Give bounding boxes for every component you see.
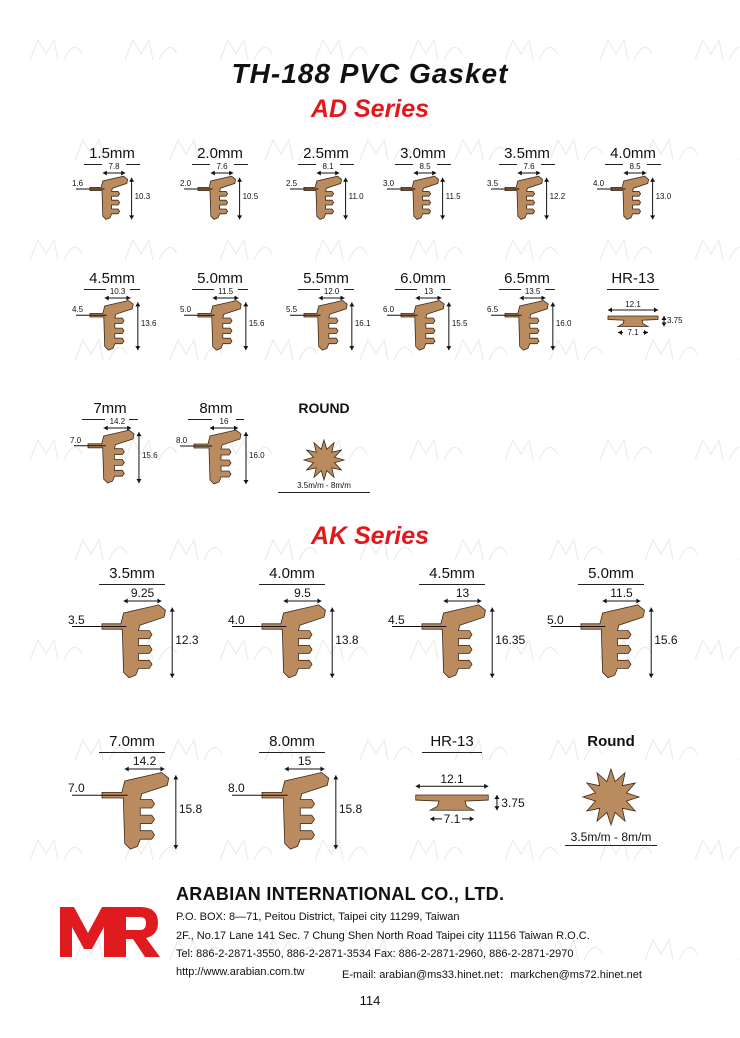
height-dimension-head <box>244 480 249 484</box>
gasket-shape <box>194 430 241 484</box>
gasket-drawing <box>232 591 352 691</box>
thickness-value: 4.5 <box>72 305 84 315</box>
hr13-height-dimension-head <box>494 795 499 799</box>
height-dimension-head <box>446 302 451 306</box>
bottom-width-value: 7.1 <box>623 329 643 337</box>
width-dimension-head <box>624 171 628 176</box>
height-dimension-head <box>129 178 134 182</box>
width-dimension-head <box>477 599 481 604</box>
height-value: 15.6 <box>654 633 678 647</box>
gasket-shape <box>262 605 326 678</box>
thickness-value: 4.0 <box>228 612 245 627</box>
width-value: 15 <box>293 755 317 767</box>
gasket-shape <box>90 176 128 219</box>
thickness-value: 6.0 <box>383 305 395 315</box>
width-value: 9.5 <box>291 587 315 599</box>
height-value: 13.6 <box>140 319 157 329</box>
profile-size-label: 4.5mm <box>89 270 135 287</box>
gasket-drawing <box>573 167 693 267</box>
height-value: 16.0 <box>555 319 572 329</box>
width-dimension-head <box>320 767 324 772</box>
height-dimension-head <box>244 432 249 436</box>
height-value: 15.8 <box>338 802 363 817</box>
height-dimension-head <box>170 608 175 612</box>
gasket-drawing <box>160 292 280 392</box>
profile-size-label: 6.5mm <box>504 270 550 287</box>
profile-size-label: 2.5mm <box>303 145 349 162</box>
thickness-value: 2.5 <box>286 179 298 188</box>
profile-size-label: 7mm <box>93 400 127 417</box>
address-line-1: P.O. BOX: 8—71, Peitou District, Taipei city 11299, Taiwan <box>176 911 460 923</box>
thickness-value: 1.6 <box>72 179 84 188</box>
thickness-value: 3.5 <box>68 612 85 627</box>
height-dimension-head <box>330 608 335 612</box>
round-range: 3.5m/m - 8m/m <box>570 830 652 844</box>
profile-size-label: 2.0mm <box>197 145 243 162</box>
height-dimension-head <box>170 674 175 678</box>
height-dimension-head <box>349 346 354 350</box>
width-dimension-head <box>317 171 321 176</box>
gasket-shape <box>505 301 548 351</box>
round-range: 3.5m/m - 8m/m <box>297 481 351 490</box>
width-dimension-head <box>416 296 420 301</box>
label-underline <box>607 289 659 290</box>
height-value: 16.1 <box>354 319 371 329</box>
width-dimension-head <box>285 767 289 772</box>
width-dimension-head <box>437 296 441 301</box>
hr13-height-dimension-head <box>662 316 667 320</box>
width-dimension-head <box>211 171 215 176</box>
width-dimension-head <box>636 599 640 604</box>
height-dimension-head <box>243 346 248 350</box>
height-value: 16.35 <box>495 633 526 647</box>
width-value: 14.2 <box>132 754 157 768</box>
thickness-value: 7.0 <box>70 435 82 445</box>
watermark-mark <box>505 440 557 460</box>
height-value: 16.0 <box>249 451 265 460</box>
height-dimension-head <box>343 178 348 182</box>
profile-size-label: 4.5mm <box>429 565 475 582</box>
thickness-value: 5.5 <box>286 305 298 315</box>
width-dimension-head <box>234 296 238 301</box>
width-dimension-head <box>541 296 545 301</box>
watermark-mark <box>645 940 697 960</box>
height-dimension-head <box>446 346 451 350</box>
height-dimension-head <box>490 674 495 678</box>
width-dimension-head <box>444 599 448 604</box>
width-dimension-head <box>126 296 130 301</box>
thickness-value: 6.5 <box>487 305 499 315</box>
height-dimension-head <box>440 178 445 182</box>
width-dimension-head <box>536 171 540 176</box>
width-dimension-head <box>210 426 214 431</box>
height-dimension-head <box>490 608 495 612</box>
gasket-shape <box>198 301 241 351</box>
gasket-drawing <box>551 591 671 691</box>
profile-size-label: 3.5mm <box>109 565 155 582</box>
width-dimension-head <box>229 171 233 176</box>
width-value: 7.6 <box>210 163 234 171</box>
width-value: 11.5 <box>214 288 238 296</box>
height-dimension-head <box>243 302 248 306</box>
top-width-value: 12.1 <box>440 772 464 787</box>
width-dimension-head <box>414 171 418 176</box>
thickness-value: 5.0 <box>180 305 192 315</box>
width-value: 13 <box>451 587 475 599</box>
hr13-height-value: 3.75 <box>667 316 683 326</box>
width-value: 10.3 <box>106 288 130 296</box>
width-value: 7.6 <box>517 163 541 171</box>
hr13-height-value: 3.75 <box>501 795 525 810</box>
hr13-label: HR-13 <box>611 270 655 287</box>
width-dimension-head <box>157 599 161 604</box>
height-dimension-head <box>349 302 354 306</box>
website-link[interactable]: http://www.arabian.com.tw <box>176 966 305 978</box>
company-logo <box>58 903 162 959</box>
top-width-dimension-head <box>484 784 488 789</box>
gasket-shape <box>401 301 444 351</box>
height-dimension-head <box>650 215 655 219</box>
watermark-mark <box>645 740 697 760</box>
width-dimension-head <box>213 296 217 301</box>
ad-series-title: AD Series <box>310 95 430 123</box>
profile-size-label: 5.0mm <box>197 270 243 287</box>
gasket-drawing <box>52 167 172 267</box>
height-dimension-head <box>544 178 549 182</box>
watermark-mark <box>600 40 652 60</box>
bottom-width-dimension-head <box>470 816 474 821</box>
gasket-drawing <box>392 591 512 691</box>
watermark-mark <box>695 40 740 60</box>
width-value: 8.5 <box>623 163 647 171</box>
thickness-value: 8.0 <box>228 781 245 796</box>
profile-size-label: 4.0mm <box>610 145 656 162</box>
gasket-shape <box>422 605 486 678</box>
top-width-value: 12.1 <box>621 301 645 309</box>
height-dimension-head <box>330 674 335 678</box>
width-value: 12.0 <box>320 288 344 296</box>
range-underline <box>278 492 370 493</box>
gasket-shape <box>88 430 134 483</box>
gasket-drawing <box>50 422 170 522</box>
bottom-width-dimension-head <box>430 816 434 821</box>
width-dimension-head <box>160 767 164 772</box>
width-value: 11.5 <box>610 586 633 600</box>
hr13-shape <box>416 795 489 810</box>
width-dimension-head <box>432 171 436 176</box>
page-title: TH-188 PVC Gasket <box>231 58 509 89</box>
address-line-2: 2F., No.17 Lane 141 Sec. 7 Chung Shen North Road Taipei city 11156 Taiwan R.O.C. <box>176 930 590 942</box>
profile-size-label: 4.0mm <box>269 565 315 582</box>
height-value: 15.6 <box>248 319 265 329</box>
height-dimension-head <box>135 346 140 350</box>
gasket-drawing <box>52 292 172 392</box>
gasket-drawing <box>160 167 280 267</box>
gasket-drawing <box>363 167 483 267</box>
round-star-shape <box>583 769 639 825</box>
height-dimension-head <box>173 845 178 849</box>
height-dimension-head <box>237 215 242 219</box>
profile-size-label: 1.5mm <box>89 145 135 162</box>
round-drawing <box>571 757 651 837</box>
watermark-mark <box>695 840 740 860</box>
width-dimension-head <box>103 171 107 176</box>
profile-size-label: 5.5mm <box>303 270 349 287</box>
watermark-mark <box>315 40 367 60</box>
width-dimension-head <box>520 296 524 301</box>
bottom-width-value: 7.1 <box>443 811 461 826</box>
gasket-shape <box>198 176 236 219</box>
label-underline <box>422 752 482 753</box>
watermark-mark <box>360 740 412 760</box>
gasket-shape <box>262 773 329 850</box>
width-dimension-head <box>335 171 339 176</box>
profile-size-label: 3.5mm <box>504 145 550 162</box>
height-value: 15.8 <box>178 802 203 817</box>
height-dimension-head <box>129 215 134 219</box>
height-value: 11.0 <box>348 192 364 201</box>
gasket-shape <box>102 605 166 678</box>
thickness-value: 3.5 <box>487 179 499 188</box>
label-underline <box>419 584 485 585</box>
thickness-value: 4.0 <box>593 179 605 188</box>
gasket-drawing <box>72 591 192 691</box>
width-value: 9.25 <box>130 586 155 600</box>
watermark-mark <box>550 140 602 160</box>
watermark-mark <box>410 440 462 460</box>
watermark-mark <box>220 40 272 60</box>
width-dimension-head <box>340 296 344 301</box>
height-value: 13.0 <box>655 192 672 201</box>
gasket-shape <box>304 301 347 351</box>
label-underline <box>259 584 325 585</box>
height-dimension-head <box>649 674 654 678</box>
gasket-shape <box>90 301 133 351</box>
gasket-shape <box>581 605 645 678</box>
profile-size-label: 7.0mm <box>109 733 155 750</box>
hr13-label: HR-13 <box>430 733 474 750</box>
width-value: 8.1 <box>316 163 340 171</box>
width-dimension-head <box>319 296 323 301</box>
watermark-mark <box>125 40 177 60</box>
height-dimension-head <box>650 178 655 182</box>
thickness-value: 7.0 <box>68 781 85 796</box>
thickness-value: 8.0 <box>176 436 188 445</box>
width-dimension-head <box>284 599 288 604</box>
height-dimension-head <box>649 608 654 612</box>
hr13-shape <box>608 316 658 327</box>
gasket-shape <box>401 176 439 219</box>
width-dimension-head <box>317 599 321 604</box>
gasket-drawing <box>156 422 276 522</box>
height-value: 15.5 <box>451 319 468 329</box>
top-width-dimension-head <box>416 784 420 789</box>
round-star-shape <box>304 440 344 480</box>
width-dimension-head <box>125 767 129 772</box>
watermark-mark <box>600 440 652 460</box>
width-dimension-head <box>603 599 607 604</box>
label-underline <box>99 752 165 753</box>
top-width-dimension-head <box>608 308 612 313</box>
thickness-value: 3.0 <box>383 179 395 188</box>
gasket-drawing <box>72 759 192 859</box>
width-value: 13.5 <box>521 288 545 296</box>
thickness-value: 2.0 <box>180 179 192 188</box>
gasket-shape <box>102 773 169 850</box>
width-dimension-head <box>124 599 128 604</box>
height-value: 13.8 <box>335 633 359 647</box>
watermark-mark <box>695 440 740 460</box>
height-dimension-head <box>333 845 338 849</box>
height-dimension-head <box>237 178 242 182</box>
width-value: 16 <box>212 418 236 426</box>
hr13-height-dimension-head <box>494 806 499 810</box>
gasket-drawing <box>363 292 483 392</box>
profile-size-label: 6.0mm <box>400 270 446 287</box>
phone-fax-line: Tel: 886-2-2871-3550, 886-2-2871-3534 Fax: 886-2-2871-2960, 886-2-2871-2970 <box>176 948 574 960</box>
height-dimension-head <box>544 215 549 219</box>
label-underline <box>259 752 325 753</box>
email-line[interactable]: E-mail: arabian@ms33.hinet.net：markchen@ms72.hinet.net <box>342 969 642 981</box>
thickness-value: 5.0 <box>547 612 564 627</box>
profile-size-label: 3.0mm <box>400 145 446 162</box>
gasket-drawing <box>467 292 587 392</box>
label-underline <box>578 584 644 585</box>
width-value: 13 <box>417 288 441 296</box>
width-value: 8.5 <box>413 163 437 171</box>
height-dimension-head <box>136 432 141 436</box>
height-value: 15.6 <box>141 450 158 460</box>
gasket-shape <box>304 176 342 219</box>
round-label: ROUND <box>298 400 350 416</box>
round-label: Round <box>587 733 635 750</box>
gasket-drawing <box>232 759 352 859</box>
watermark-mark <box>695 240 740 260</box>
label-underline <box>99 584 165 585</box>
height-dimension-head <box>173 775 178 779</box>
width-value: 7.8 <box>102 163 126 171</box>
width-dimension-head <box>104 426 108 431</box>
height-dimension-head <box>550 346 555 350</box>
width-dimension-head <box>642 171 646 176</box>
profile-size-label: 8mm <box>199 400 233 417</box>
ak-series-title: AK Series <box>310 522 430 550</box>
watermark-mark <box>170 740 222 760</box>
company-name: ARABIAN INTERNATIONAL CO., LTD. <box>176 884 505 904</box>
range-underline <box>565 845 657 846</box>
watermark-mark <box>505 40 557 60</box>
watermark-mark <box>505 840 557 860</box>
height-value: 12.2 <box>549 192 566 201</box>
gasket-drawing <box>467 167 587 267</box>
watermark-mark <box>30 40 82 60</box>
height-value: 11.5 <box>445 192 461 201</box>
height-dimension-head <box>440 215 445 219</box>
height-value: 12.3 <box>175 633 199 647</box>
page-number: 114 <box>359 993 381 1008</box>
height-dimension-head <box>550 302 555 306</box>
bottom-width-dimension-head <box>618 330 622 335</box>
height-dimension-head <box>333 775 338 779</box>
width-dimension-head <box>105 296 109 301</box>
bottom-width-dimension-head <box>644 330 648 335</box>
width-value: 14.2 <box>105 418 129 426</box>
profile-size-label: 8.0mm <box>269 733 315 750</box>
hr13-height-dimension-head <box>662 323 667 327</box>
profile-size-label: 5.0mm <box>588 565 634 582</box>
gasket-shape <box>505 176 543 219</box>
watermark-mark <box>695 640 740 660</box>
watermark-mark <box>410 40 462 60</box>
height-dimension-head <box>343 215 348 219</box>
height-value: 10.3 <box>134 192 151 201</box>
height-dimension-head <box>136 479 141 483</box>
width-dimension-head <box>518 171 522 176</box>
height-value: 10.5 <box>242 192 259 201</box>
gasket-shape <box>611 176 649 219</box>
width-dimension-head <box>121 171 125 176</box>
thickness-value: 4.5 <box>388 612 405 627</box>
top-width-dimension-head <box>654 308 658 313</box>
height-dimension-head <box>135 302 140 306</box>
